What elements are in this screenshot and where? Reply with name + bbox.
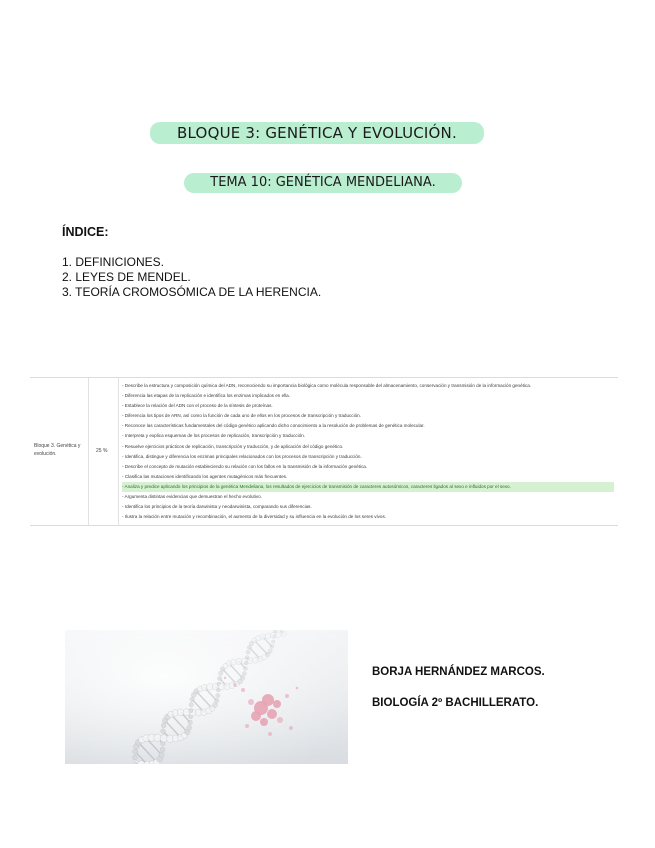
dna-helix-icon (65, 630, 348, 764)
block-name-cell: Bloque 3. Genética y evolución. (34, 443, 81, 457)
criteria-item: - Interpreta y explica esquemas de los procesos de replicación, transcripción y traducción. (122, 433, 306, 439)
criteria-item: - Clasifica las mutaciones identificando los agentes mutagénicos más frecuentes. (122, 473, 288, 479)
criteria-item: - Resuelve ejercicios prácticos de replicación, transcripción y traducción, y de aplicación del código genético. (122, 443, 344, 449)
document-subtitle: TEMA 10: GENÉTICA MENDELIANA. (184, 173, 462, 193)
criteria-item: - Identifica los principios de la teoría darwinista y neodarwinista, comparando sus diferencias. (122, 504, 312, 510)
index-item: 1. DEFINICIONES. (62, 255, 165, 269)
criteria-list (122, 381, 614, 522)
index-item: 3. TEORÍA CROMOSÓMICA DE LA HERENCIA. (62, 285, 322, 299)
criteria-item: - Describe el concepto de mutación estableciendo su relación con los fallos en la transmisión de la información genética. (122, 463, 368, 469)
percentage-cell: 25 % (96, 448, 108, 454)
criteria-item: - Analiza y predice aplicando los principios de la genética Mendeliana, los resultados de ejercicios de transmisión de caracteres autosómicos, caracteres ligados al sexo e influidos por el sexo. (122, 482, 614, 492)
criteria-item: - Establece la relación del ADN con el proceso de la síntesis de proteínas. (122, 403, 273, 409)
criteria-item: - Reconoce las características fundamentales del código genético aplicando dicho conocimiento a la resolución de problemas de genética molecular. (122, 423, 425, 429)
course-name: BIOLOGÍA 2º BACHILLERATO. (372, 697, 539, 709)
evaluation-criteria-table (30, 377, 618, 526)
author-name: BORJA HERNÁNDEZ MARCOS. (372, 666, 545, 678)
criteria-item: - Diferencia los tipos de ARN, así como la función de cada uno de ellos en los procesos de transcripción y traducción. (122, 413, 362, 419)
criteria-item: - Diferencia las etapas de la replicación e identifica los enzimas implicados en ella. (122, 393, 291, 399)
table-divider (88, 378, 89, 525)
index-list (62, 255, 321, 300)
criteria-item: - Describe la estructura y composición química del ADN, reconociendo su importancia biológica como molécula responsable del almacenamiento, conservación y transmisión de la información genética. (122, 383, 532, 388)
criteria-item: - Identifica, distingue y diferencia los enzimas principales relacionados con los procesos de transcripción y traducción. (122, 453, 362, 459)
document-title: BLOQUE 3: GENÉTICA Y EVOLUCIÓN. (150, 122, 484, 144)
table-divider (118, 378, 119, 525)
criteria-item: - Ilustra la relación entre mutación y recombinación, el aumento de la diversidad y su influencia en la evolución de los seres vivos. (122, 514, 387, 520)
index-heading: ÍNDICE: (62, 225, 109, 239)
index-item: 2. LEYES DE MENDEL. (62, 270, 191, 284)
criteria-item: - Argumenta distintas evidencias que demuestran el hecho evolutivo. (122, 494, 262, 500)
dna-helix-image (65, 630, 348, 764)
